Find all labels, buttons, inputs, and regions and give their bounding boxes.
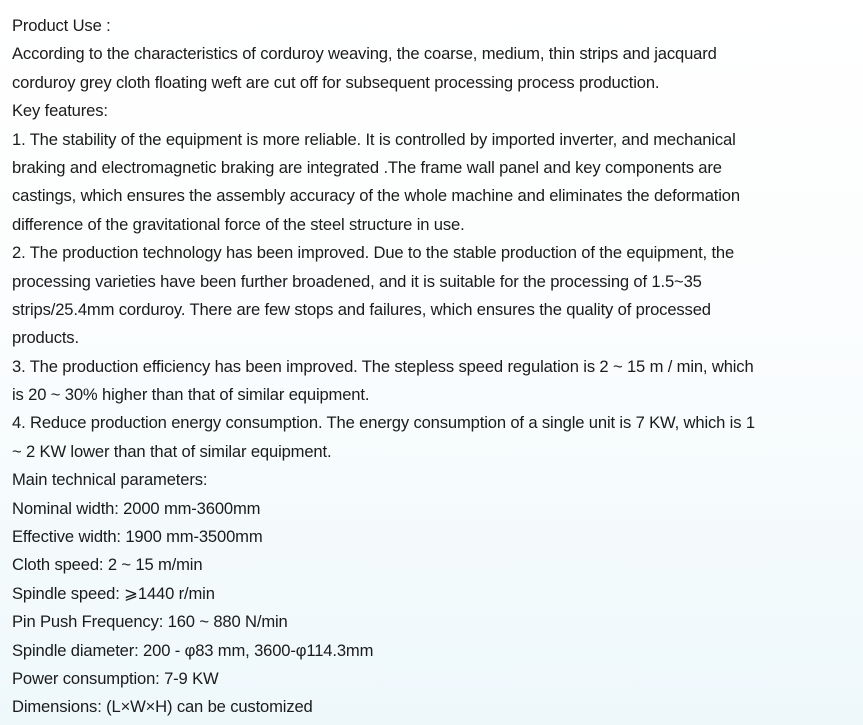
feature-text-line: castings, which ensures the assembly accuracy of the whole machine and eliminates the deformation bbox=[12, 186, 740, 206]
feature-text-line: difference of the gravitational force of the steel structure in use. bbox=[12, 214, 465, 234]
product-document bbox=[12, 12, 852, 722]
feature-text-line: ~ 2 KW lower than that of similar equipment. bbox=[12, 441, 332, 461]
feature-item-4 bbox=[12, 409, 852, 466]
feature-text-line: products. bbox=[12, 328, 79, 348]
parameter-effective-width: Effective width: 1900 mm-3500mm bbox=[12, 527, 263, 547]
feature-text-line: 2. The production technology has been improved. Due to the stable production of the equipment, the bbox=[12, 243, 735, 263]
feature-text-line: 1. The stability of the equipment is more reliable. It is controlled by imported inverter, and mechanical bbox=[12, 129, 736, 149]
feature-text-line: 3. The production efficiency has been improved. The stepless speed regulation is 2 ~ 15 m / min, which bbox=[12, 356, 754, 376]
key-features-heading: Key features: bbox=[12, 101, 108, 121]
parameter-cloth-speed: Cloth speed: 2 ~ 15 m/min bbox=[12, 555, 203, 575]
parameter-spindle-speed: Spindle speed: ⩾1440 r/min bbox=[12, 583, 215, 603]
technical-parameters-heading: Main technical parameters: bbox=[12, 470, 208, 490]
parameter-power-consumption: Power consumption: 7-9 KW bbox=[12, 668, 219, 688]
parameter-nominal-width: Nominal width: 2000 mm-3600mm bbox=[12, 498, 261, 518]
feature-item-1 bbox=[12, 126, 852, 240]
product-use-text-line: According to the characteristics of corduroy weaving, the coarse, medium, thin strips and jacquard bbox=[12, 44, 717, 64]
feature-text-line: processing varieties have been further broadened, and it is suitable for the processing of 1.5~35 bbox=[12, 271, 702, 291]
technical-parameters-section bbox=[12, 466, 852, 722]
feature-item-2 bbox=[12, 239, 852, 353]
feature-text-line: is 20 ~ 30% higher than that of similar equipment. bbox=[12, 385, 370, 405]
feature-text-line: 4. Reduce production energy consumption. The energy consumption of a single unit is 7 KW, which is 1 bbox=[12, 413, 755, 433]
parameter-dimensions: Dimensions: (L×W×H) can be customized bbox=[12, 697, 313, 717]
product-use-heading: Product Use : bbox=[12, 16, 111, 35]
key-features-section bbox=[12, 97, 852, 466]
feature-item-3 bbox=[12, 353, 852, 410]
parameter-spindle-diameter: Spindle diameter: 200 - φ83 mm, 3600-φ114.3mm bbox=[12, 640, 374, 660]
parameter-pin-push-frequency: Pin Push Frequency: 160 ~ 880 N/min bbox=[12, 612, 288, 632]
product-use-text-line: corduroy grey cloth floating weft are cut off for subsequent processing process production. bbox=[12, 72, 660, 92]
feature-text-line: braking and electromagnetic braking are integrated .The frame wall panel and key components are bbox=[12, 157, 722, 177]
product-use-section bbox=[12, 12, 852, 97]
feature-text-line: strips/25.4mm corduroy. There are few stops and failures, which ensures the quality of processed bbox=[12, 299, 711, 319]
